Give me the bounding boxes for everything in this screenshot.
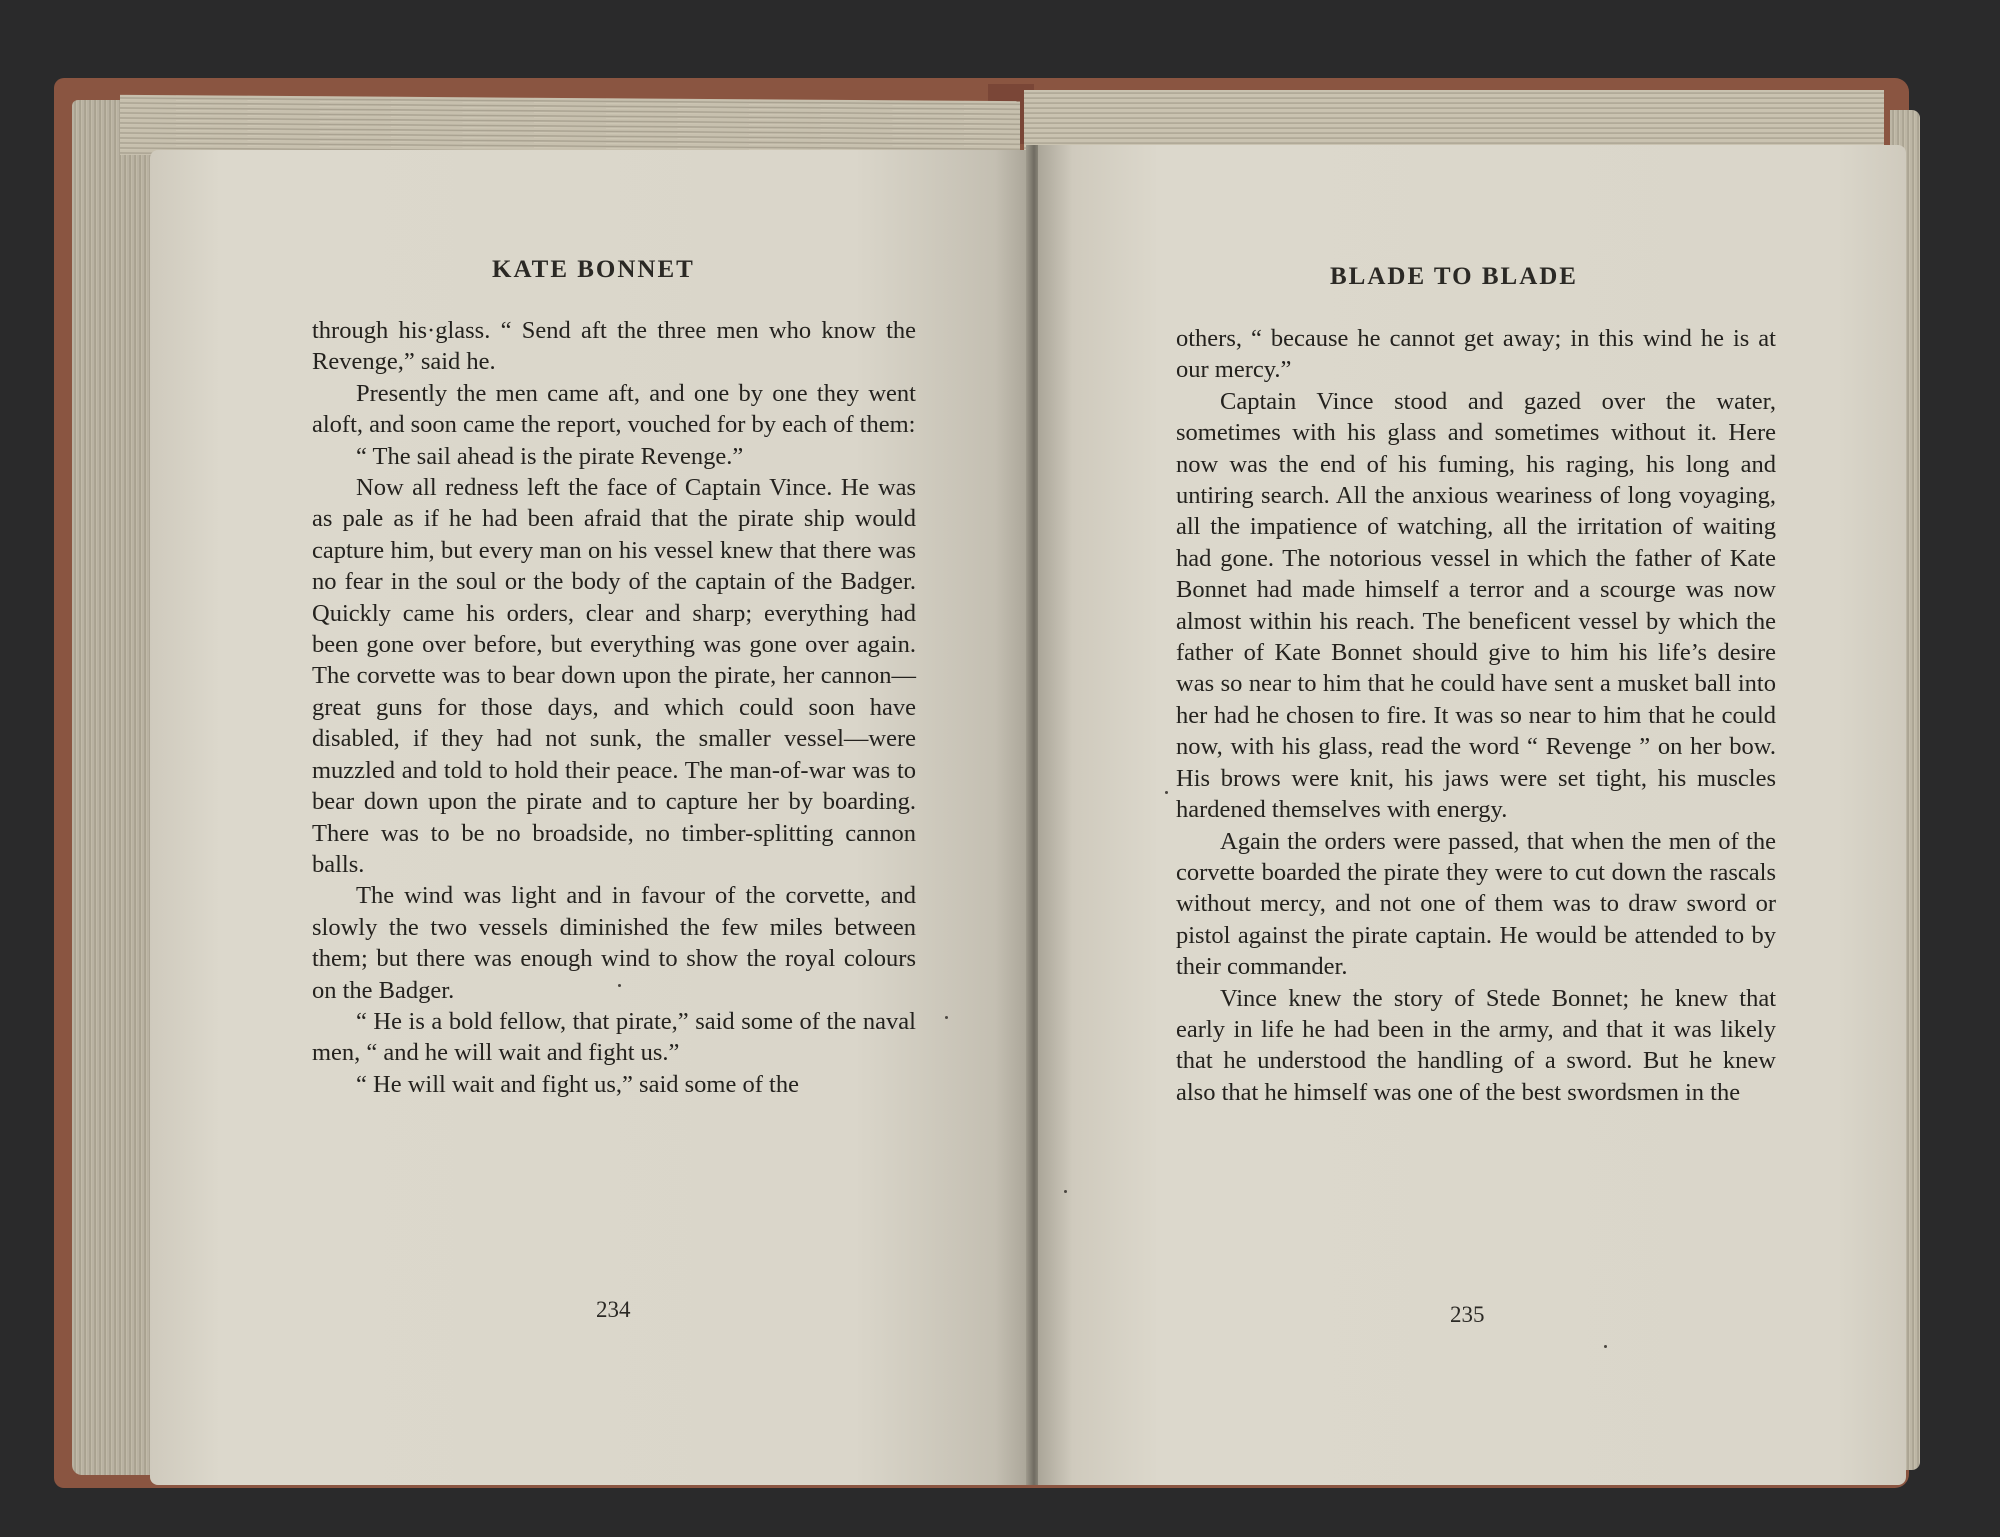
paragraph: through his·glass. “ Send aft the three men who know the Revenge,” said he.	[312, 317, 916, 376]
right-running-head: BLADE TO BLADE	[1330, 263, 1578, 290]
paper-speck	[1604, 1345, 1607, 1348]
paragraph: Again the orders were passed, that when the men of the corvette boarded the pirate they were to cut down the rascals without mercy, and not one of them was to draw sword or pistol against the pirate captain. He would be attended to by their commander.	[1176, 827, 1776, 981]
paragraph: The wind was light and in favour of the corvette, and slowly the two vessels diminished the few miles between them; but there was enough wind to show the royal colours on the Badger.	[312, 882, 916, 1004]
paper-speck	[618, 984, 621, 987]
paragraph: Captain Vince stood and gazed over the water, sometimes with his glass and sometimes without it. Here now was the end of his fuming, his raging, his long and untiring search. All the anxious weariness of long voyaging, all the impatience of watching, all the irritation of waiting had gone. The notorious vessel in which the father of Kate Bonnet had made himself a terror and a scourge was now almost within his reach. The beneficent vessel by which the father of Kate Bonnet should give to him his life’s desire was so near to him that he could have sent a musket ball into her had he chosen to fire. It was so near to him that he could now, with his glass, read the word “ Revenge ” on her bow. His brows were knit, his jaws were set tight, his muscles hardened themselves with energy.	[1176, 387, 1776, 824]
paper-speck	[1165, 791, 1168, 794]
paragraph: “ The sail ahead is the pirate Revenge.”	[356, 442, 744, 470]
right-page-number: 235	[1450, 1302, 1485, 1327]
page-edges-top-right	[1024, 90, 1884, 150]
right-page	[1038, 145, 1906, 1485]
paragraph: Now all redness left the face of Captain Vince. He was as pale as if he had been afraid that the pirate ship would capture him, but every man on his vessel knew that there was no fear in the soul or the body of the captain of the Badger. Quickly came his orders, clear and sharp; everything had been gone over before, but everything was gone over again. The corvette was to bear down upon the pirate, her cannon—great guns for those days, and which could soon have disabled, if they had not sunk, the smaller vessel—were muzzled and told to hold their peace. The man-of-war was to bear down upon the pirate and to capture her by boarding. There was to be no broadside, no timber-splitting cannon balls.	[312, 474, 916, 878]
left-page	[150, 150, 1030, 1485]
paragraph: others, “ because he cannot get away; in this wind he is at our mercy.”	[1176, 325, 1776, 384]
paper-speck	[945, 1016, 948, 1019]
paper-speck	[1064, 1190, 1067, 1193]
paragraph: Presently the men came aft, and one by one they went aloft, and soon came the report, vouched for by each of them:	[312, 379, 916, 439]
paragraph: “ He is a bold fellow, that pirate,” said some of the naval men, “ and he will wait and fight us.”	[312, 1007, 916, 1067]
paragraph: Vince knew the story of Stede Bonnet; he knew that early in life he had been in the army, and that it was likely that he understood the handling of a sword. But he knew also that he himself was one of the best swordsmen in the	[1176, 984, 1776, 1106]
left-running-head: KATE BONNET	[492, 256, 695, 283]
right-page-body	[1176, 323, 1776, 1108]
left-page-number: 234	[596, 1297, 631, 1322]
paragraph: “ He will wait and fight us,” said some of the	[356, 1070, 799, 1098]
left-page-body	[312, 315, 916, 1100]
